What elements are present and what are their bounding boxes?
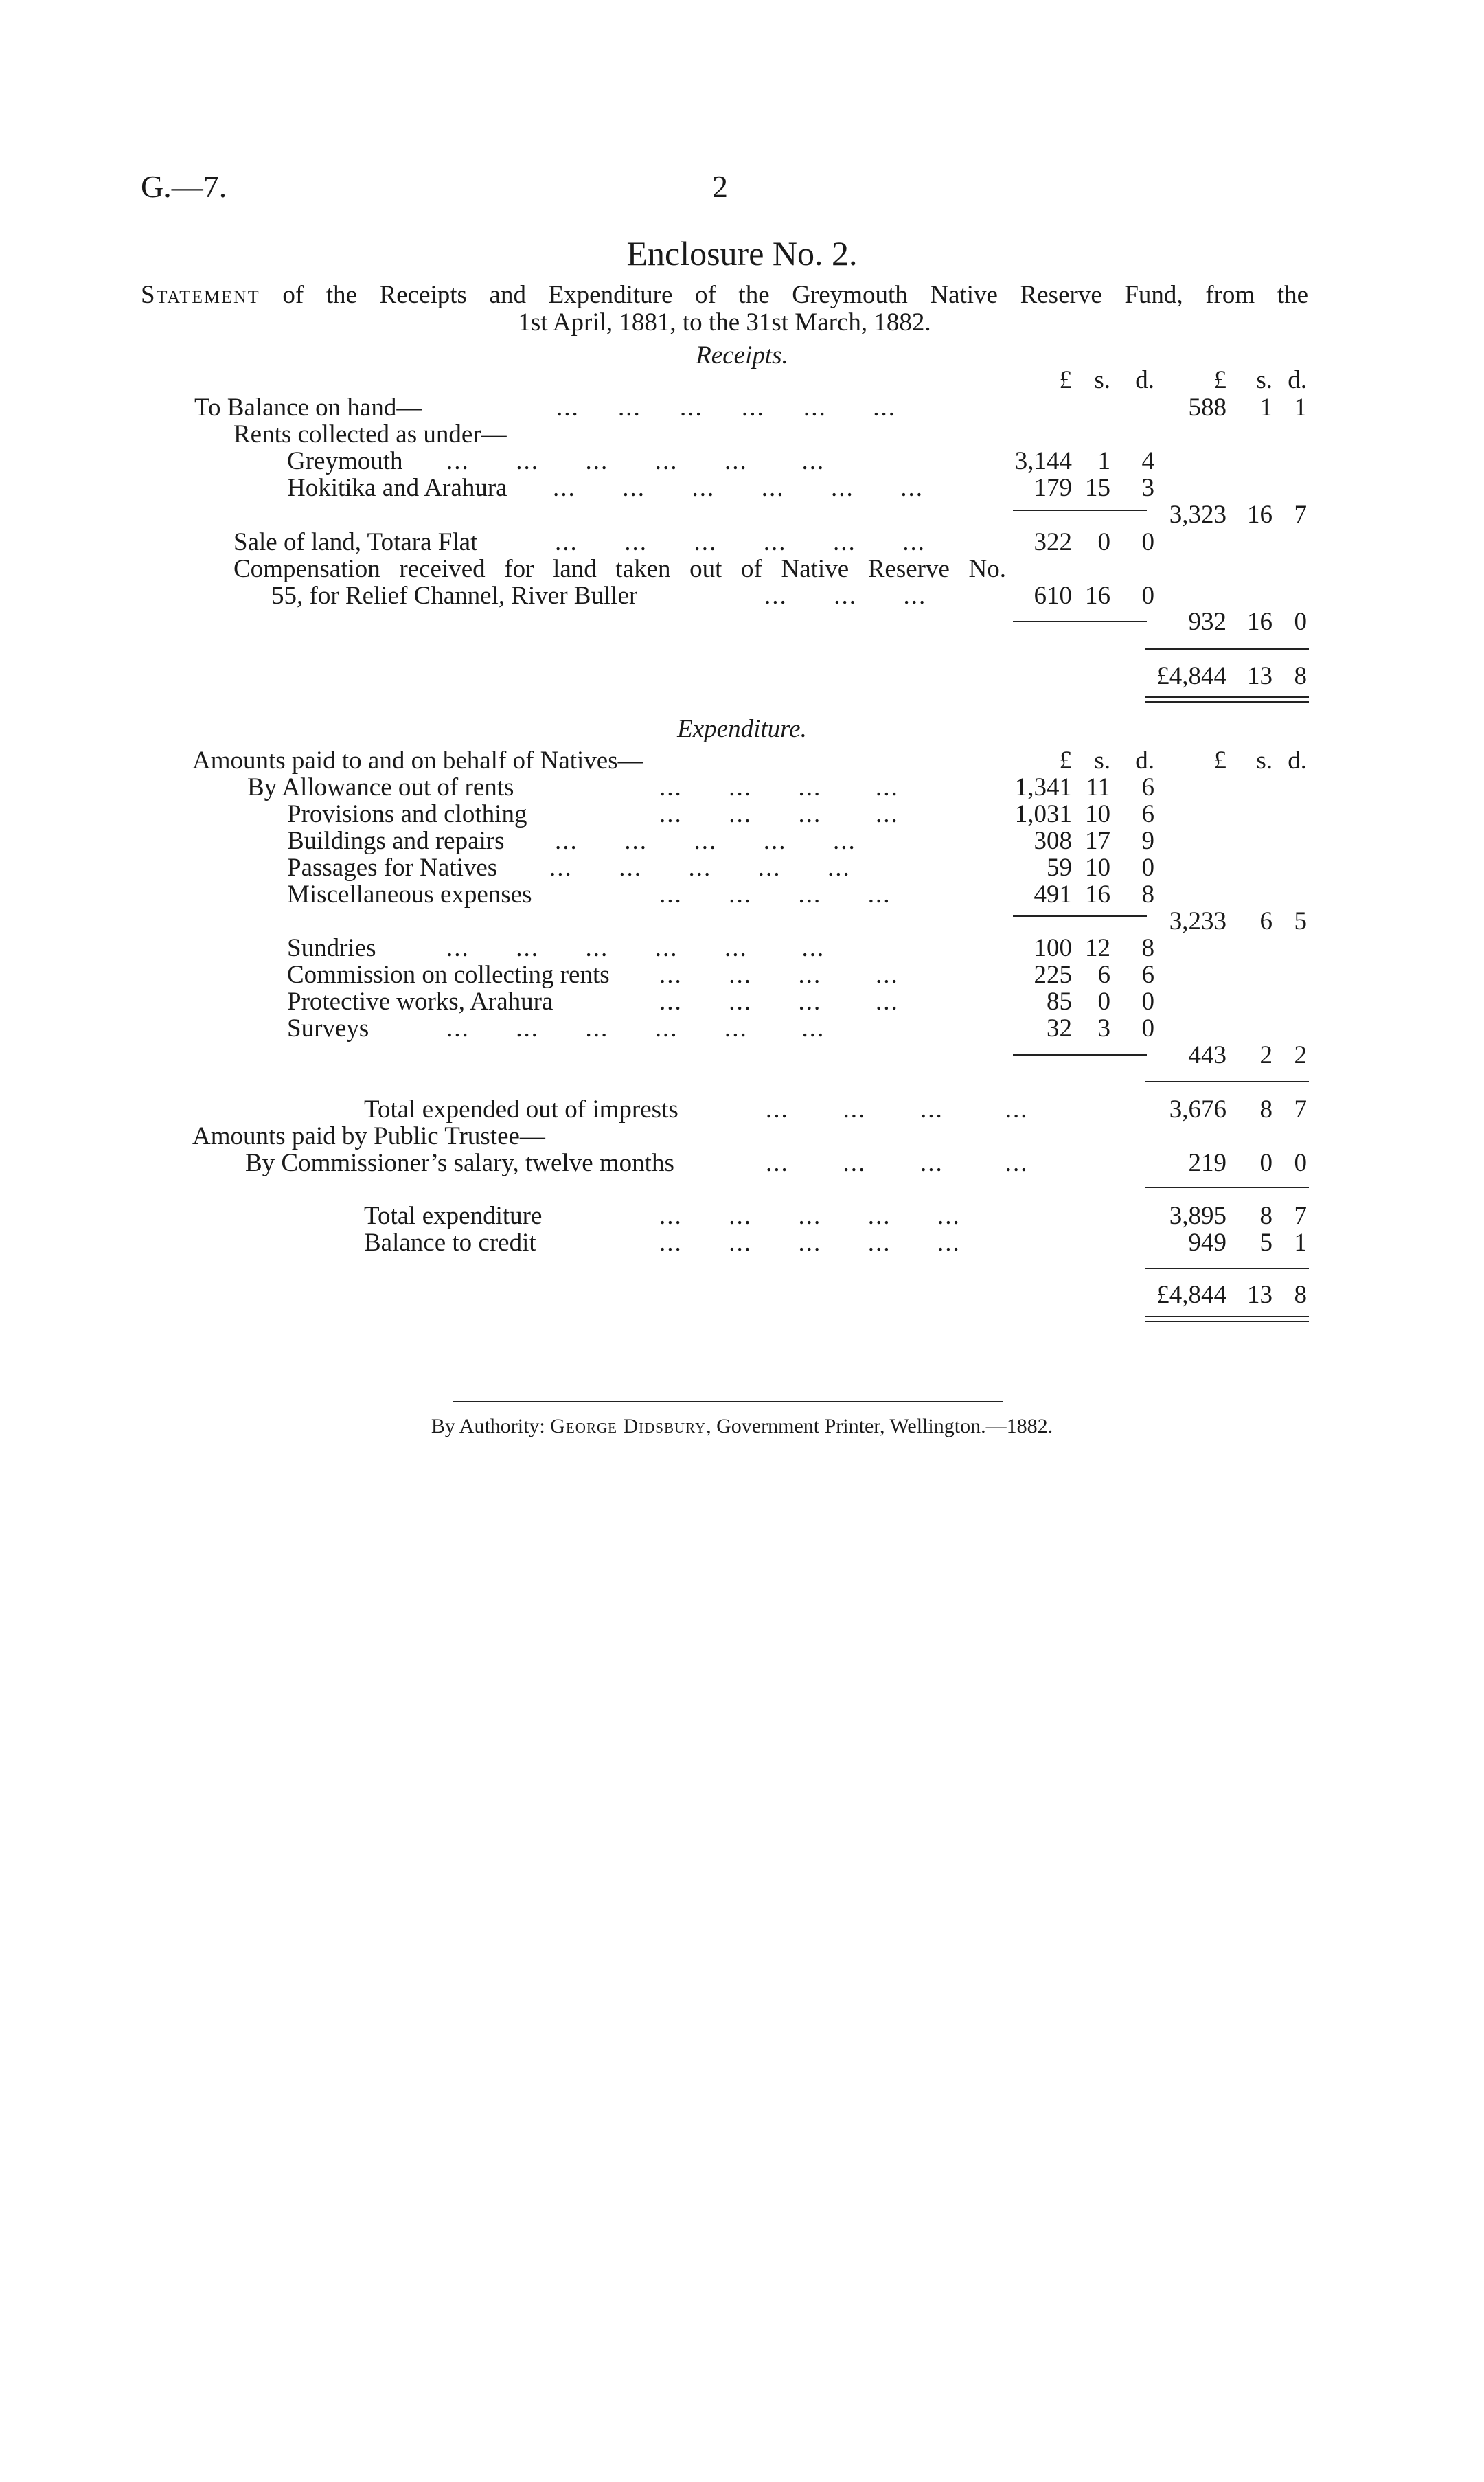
leader-dots: ... ... ... ... ...	[555, 827, 856, 855]
amount-pounds: 179	[1034, 474, 1072, 502]
amount-pounds: 610	[1034, 582, 1072, 610]
receipts-heading: Receipts.	[696, 341, 788, 369]
receipt-row-greymouth	[0, 448, 1484, 475]
amount-pounds: 59	[1047, 854, 1072, 882]
amount-shillings: 10	[1085, 854, 1110, 882]
receipt-row-hokitika	[0, 475, 1484, 502]
amount-pence: 6	[1141, 961, 1154, 989]
amount-pounds: 32	[1047, 1014, 1072, 1043]
expenditure-row-total	[0, 1203, 1484, 1230]
imprint-suffix: , Government Printer, Wellington.—1882.	[706, 1415, 1053, 1437]
amount-pence: 0	[1141, 854, 1154, 882]
enclosure-title: Enclosure No. 2.	[626, 234, 858, 273]
row-label: Total expenditure	[364, 1202, 543, 1230]
row-label: Sale of land, Totara Flat	[233, 528, 478, 556]
amount-pounds: £4,844	[1156, 662, 1226, 690]
expenditure-row-other-total	[0, 1042, 1484, 1069]
row-label: 55, for Relief Channel, River Buller	[271, 582, 638, 610]
amount-pounds: 85	[1047, 988, 1072, 1016]
total-rule	[1145, 1187, 1309, 1188]
col-shilling-inner: s.	[1094, 366, 1110, 394]
amount-pence: 0	[1141, 988, 1154, 1016]
col-pound-outer: £	[1213, 366, 1226, 394]
amount-shillings: 1	[1097, 447, 1110, 475]
amount-pence: 0	[1141, 528, 1154, 556]
amount-shillings: 11	[1086, 773, 1110, 801]
row-label: Total expended out of imprests	[364, 1095, 678, 1124]
expenditure-row-credit	[0, 1229, 1484, 1257]
receipt-row-rents-total	[0, 501, 1484, 529]
amount-pounds: 588	[1188, 394, 1226, 422]
amount-pounds: 3,895	[1169, 1202, 1226, 1230]
amount-shillings: 0	[1097, 528, 1110, 556]
amount-pence: 8	[1294, 1281, 1307, 1309]
amount-pounds: 308	[1034, 827, 1072, 855]
row-label: Amounts paid by Public Trustee—	[192, 1122, 545, 1150]
amount-shillings: 13	[1247, 662, 1272, 690]
amount-shillings: 6	[1097, 961, 1110, 989]
leader-dots: ... ... ... ...	[659, 961, 899, 989]
col-pound-inner: £	[1059, 366, 1072, 394]
amount-shillings: 16	[1085, 880, 1110, 909]
leader-dots: ... ... ... ...	[659, 988, 899, 1016]
leader-dots: ... ... ... ... ...	[659, 1229, 961, 1257]
leader-dots: ... ... ... ... ...	[659, 1202, 961, 1230]
amount-shillings: 8	[1259, 1202, 1272, 1230]
expenditure-row-grand-total	[0, 1282, 1484, 1309]
amount-pounds: 219	[1188, 1149, 1226, 1177]
amount-pence: 6	[1141, 773, 1154, 801]
leader-dots: ... ... ... ... ...	[549, 854, 851, 882]
amount-pounds: 491	[1034, 880, 1072, 909]
expenditure-row-surveys	[0, 1015, 1484, 1043]
amount-pence: 7	[1294, 1202, 1307, 1230]
amount-pounds: 3,323	[1169, 501, 1226, 529]
amount-pounds: 949	[1188, 1229, 1226, 1257]
amount-pence: 6	[1141, 800, 1154, 828]
total-rule	[1145, 1081, 1309, 1082]
col-shilling-outer: s.	[1256, 747, 1272, 775]
amount-pence: 8	[1294, 662, 1307, 690]
leader-dots: ... ... ... ... ... ...	[446, 934, 825, 962]
leader-dots: ... ... ... ...	[659, 800, 899, 828]
amount-pence: 0	[1294, 608, 1307, 636]
amount-pence: 8	[1141, 880, 1154, 909]
amount-pounds: 100	[1034, 934, 1072, 962]
row-label: Amounts paid to and on behalf of Natives—	[192, 747, 643, 775]
leader-dots: ... ... ... ...	[766, 1149, 1029, 1177]
amount-pence: 0	[1294, 1149, 1307, 1177]
leader-dots: ... ... ... ... ... ...	[556, 394, 896, 422]
row-label: Commission on collecting rents	[287, 961, 610, 989]
leader-dots: ... ... ... ... ... ...	[446, 447, 825, 475]
receipt-row-sale	[0, 529, 1484, 556]
leader-dots: ... ... ...	[764, 582, 927, 610]
leader-dots: ... ... ... ... ... ...	[555, 528, 926, 556]
receipt-row-compensation	[0, 556, 1484, 583]
row-label: Passages for Natives	[287, 854, 498, 882]
amount-pence: 2	[1294, 1041, 1307, 1069]
amount-pence: 4	[1141, 447, 1154, 475]
statement-heading	[141, 282, 1308, 337]
amount-pounds: £4,844	[1156, 1281, 1226, 1309]
leader-dots: ... ... ... ... ... ...	[553, 474, 924, 502]
row-label: Provisions and clothing	[287, 800, 527, 828]
col-shilling-inner: s.	[1094, 747, 1110, 775]
footer-rule	[453, 1401, 1003, 1402]
amount-shillings: 0	[1097, 988, 1110, 1016]
amount-pounds: 3,144	[1014, 447, 1072, 475]
leader-dots: ... ... ... ...	[659, 773, 899, 801]
receipt-row-balance	[0, 394, 1484, 422]
printer-imprint	[0, 1415, 1484, 1438]
amount-pounds: 3,676	[1169, 1095, 1226, 1124]
expenditure-row-buildings	[0, 828, 1484, 855]
amount-shillings: 6	[1259, 907, 1272, 935]
expenditure-row-provisions	[0, 801, 1484, 828]
amount-pence: 7	[1294, 501, 1307, 529]
row-label: Balance to credit	[364, 1229, 536, 1257]
row-label: Surveys	[287, 1014, 369, 1043]
row-label: Protective works, Arahura	[287, 988, 553, 1016]
row-label: Greymouth	[287, 447, 403, 475]
expenditure-row-commission	[0, 961, 1484, 989]
grand-total-double-rule	[1145, 696, 1309, 703]
amount-shillings: 12	[1085, 934, 1110, 962]
amount-shillings: 13	[1247, 1281, 1272, 1309]
receipt-row-compensation-2	[0, 582, 1484, 610]
col-pence-outer: d.	[1288, 747, 1307, 775]
leader-dots: ... ... ... ...	[659, 880, 891, 909]
col-pound-outer: £	[1213, 747, 1226, 775]
expenditure-row-natives	[0, 747, 1484, 775]
row-label: Rents collected as under—	[233, 420, 507, 448]
expenditure-row-allowance	[0, 774, 1484, 801]
expenditure-row-salary	[0, 1150, 1484, 1177]
receipt-row-grand-total	[0, 663, 1484, 690]
expenditure-row-trustee	[0, 1123, 1484, 1150]
receipt-row-other-total	[0, 608, 1484, 636]
row-label: Buildings and repairs	[287, 827, 505, 855]
leader-dots: ... ... ... ...	[766, 1095, 1029, 1124]
amount-shillings: 0	[1259, 1149, 1272, 1177]
amount-shillings: 16	[1085, 582, 1110, 610]
amount-pence: 1	[1294, 1229, 1307, 1257]
total-rule	[1145, 648, 1309, 650]
statement-line1: of the Receipts and Expenditure of the Greymouth Native Reserve Fund, from the	[282, 281, 1309, 309]
amount-pounds: 1,031	[1014, 800, 1072, 828]
amount-pence: 0	[1141, 582, 1154, 610]
col-shilling-outer: s.	[1256, 366, 1272, 394]
amount-shillings: 15	[1085, 474, 1110, 502]
expenditure-row-sundries	[0, 935, 1484, 962]
amount-shillings: 8	[1259, 1095, 1272, 1124]
amount-pounds: 322	[1034, 528, 1072, 556]
row-label: Sundries	[287, 934, 376, 962]
page-number: 2	[712, 169, 728, 204]
amount-pence: 1	[1294, 394, 1307, 422]
amount-shillings: 10	[1085, 800, 1110, 828]
statement-line2: 1st April, 1881, to the 31st March, 1882.	[518, 308, 931, 337]
receipts-column-headers	[0, 367, 1484, 394]
grand-total-double-rule	[1145, 1316, 1309, 1322]
col-pence-inner: d.	[1135, 366, 1154, 394]
imprint-name: George Didsbury	[550, 1415, 707, 1437]
amount-pounds: 443	[1188, 1041, 1226, 1069]
amount-pence: 5	[1294, 907, 1307, 935]
amount-pounds: 3,233	[1169, 907, 1226, 935]
amount-pence: 0	[1141, 1014, 1154, 1043]
row-label: Hokitika and Arahura	[287, 474, 507, 502]
amount-shillings: 1	[1259, 394, 1272, 422]
imprint-prefix: By Authority:	[431, 1415, 545, 1437]
amount-shillings: 5	[1259, 1229, 1272, 1257]
amount-shillings: 2	[1259, 1041, 1272, 1069]
expenditure-row-protective	[0, 988, 1484, 1016]
row-label: By Allowance out of rents	[247, 773, 514, 801]
amount-shillings: 3	[1097, 1014, 1110, 1043]
amount-pence: 3	[1141, 474, 1154, 502]
col-pound-inner: £	[1059, 747, 1072, 775]
document-reference: G.—7.	[141, 169, 227, 204]
col-pence-outer: d.	[1288, 366, 1307, 394]
expenditure-row-impresses	[0, 1096, 1484, 1124]
expenditure-row-natives-total	[0, 908, 1484, 935]
row-label: Miscellaneous expenses	[287, 880, 532, 909]
statement-lead: Statement	[141, 281, 260, 309]
expenditure-row-misc	[0, 881, 1484, 909]
amount-pounds: 1,341	[1014, 773, 1072, 801]
col-pence-inner: d.	[1135, 747, 1154, 775]
receipt-row-rents	[0, 421, 1484, 448]
row-label: Compensation received for land taken out of Native Reserve No.	[233, 555, 1006, 583]
amount-shillings: 16	[1247, 501, 1272, 529]
amount-pence: 8	[1141, 934, 1154, 962]
leader-dots: ... ... ... ... ... ...	[446, 1014, 825, 1043]
total-rule	[1145, 1268, 1309, 1269]
expenditure-row-passages	[0, 854, 1484, 882]
row-label: By Commissioner’s salary, twelve months	[245, 1149, 674, 1177]
amount-pence: 9	[1141, 827, 1154, 855]
amount-shillings: 16	[1247, 608, 1272, 636]
amount-pence: 7	[1294, 1095, 1307, 1124]
amount-shillings: 17	[1085, 827, 1110, 855]
amount-pounds: 225	[1034, 961, 1072, 989]
expenditure-heading: Expenditure.	[677, 715, 807, 743]
amount-pounds: 932	[1188, 608, 1226, 636]
row-label: To Balance on hand—	[194, 394, 422, 422]
